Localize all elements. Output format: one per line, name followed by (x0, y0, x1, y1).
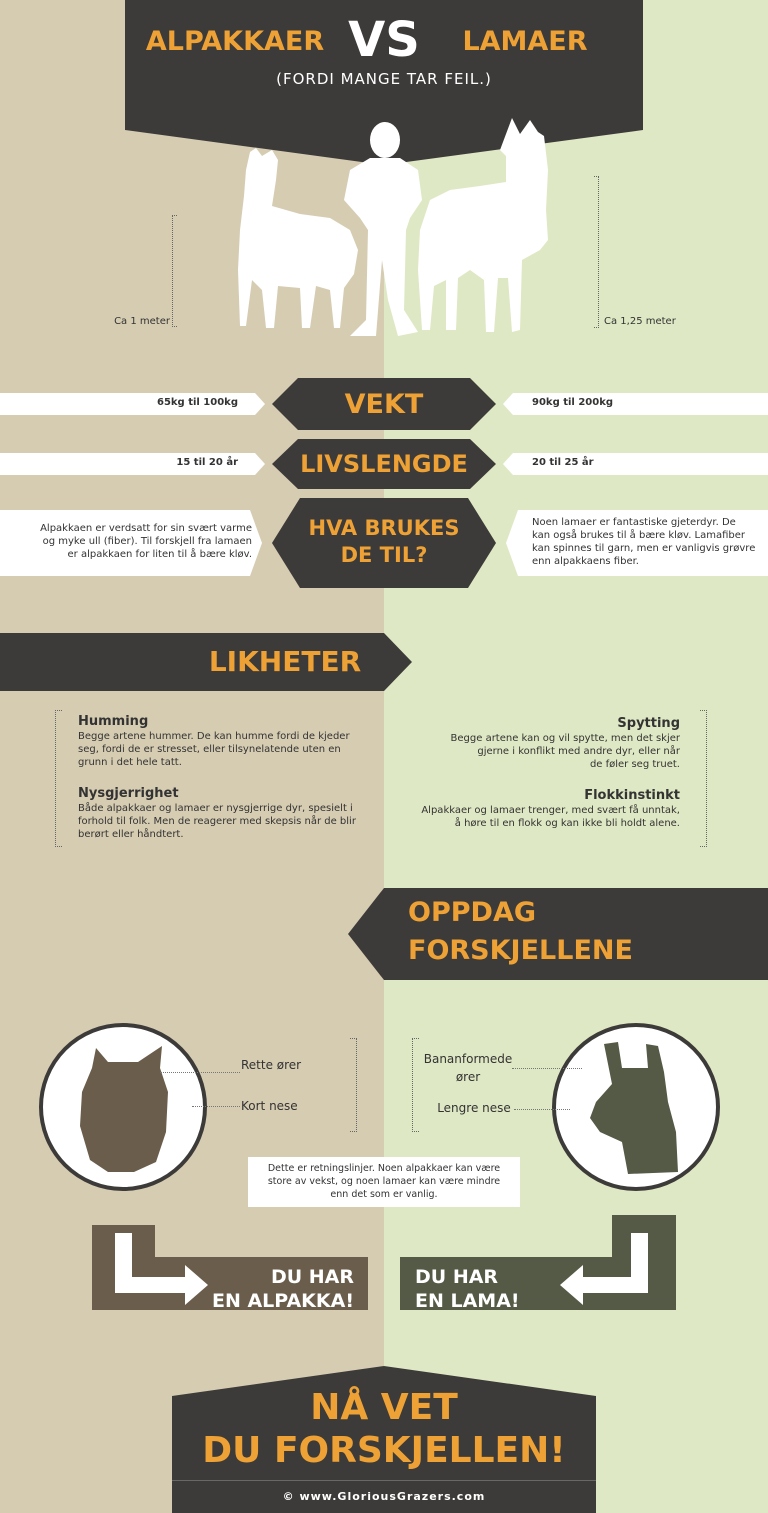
alpaca-ears-label: Rette ører (241, 1058, 302, 1072)
usage-llama-line: kan også brukes til å bære kløv. Lamafiber (532, 530, 746, 541)
footer-title (172, 1386, 596, 1476)
similarity-spitting (400, 716, 680, 771)
similarities-title: LIKHETER (208, 645, 362, 678)
similarities-left-bracket (55, 710, 62, 847)
usage-llama-text (532, 516, 764, 568)
footer-divider (172, 1480, 596, 1481)
similarity-line: Begge artene hummer. De kan humme fordi de kjeder (78, 731, 350, 742)
note-line: enn det som er vanlig. (330, 1189, 438, 1200)
similarity-line: grunn i det hele tatt. (78, 757, 182, 768)
llama-ears-line: Bananformede (423, 1052, 513, 1066)
footer-credit: © www.GloriousGrazers.com (282, 1490, 486, 1503)
guideline-note (248, 1157, 520, 1207)
alpaca-head-icon (80, 1046, 168, 1172)
alpaca-result-line: EN ALPAKKA! (211, 1290, 354, 1312)
similarity-line: Både alpakkaer og lamaer er nysgjerrige dyr, spesielt i (78, 803, 353, 814)
usage-alpaca-line: og myke ull (fiber). Til forskjell fra lamaen (42, 536, 252, 547)
human-silhouette-icon (344, 122, 422, 336)
similarity-line: Begge artene kan og vil spytte, men det skjer (450, 733, 680, 744)
similarity-herd (400, 788, 680, 830)
differences-title-line: FORSKJELLENE (408, 935, 633, 966)
llama-height-bracket (594, 176, 599, 328)
similarities-right-bracket (700, 710, 707, 847)
llama-ears-label (420, 1050, 516, 1086)
alpaca-nose-pointer (192, 1106, 240, 1108)
llama-head-circle (548, 1022, 726, 1192)
note-line: Dette er retningslinjer. Noen alpakkaer kan være (267, 1163, 501, 1174)
similarity-line: de føler seg truet. (589, 759, 680, 770)
alpaca-result-text (196, 1265, 354, 1315)
vekt-label: VEKT (344, 388, 424, 420)
usage-llama-line: kan spinnes til garn, men er vanligvis grøvre (532, 543, 756, 554)
vekt-alpaca-value: 65kg til 100kg (156, 397, 238, 408)
similarity-line: gjerne i konflikt med andre dyr, eller når (477, 746, 680, 757)
header-vs: VS (348, 12, 420, 68)
differences-title-line: OPPDAG (408, 897, 536, 928)
llama-nose-label: Lengre nese (437, 1101, 511, 1115)
usage-label-line: HVA BRUKES (308, 516, 460, 540)
usage-alpaca-text (10, 522, 252, 561)
header-subtitle: (FORDI MANGE TAR FEIL.) (276, 70, 492, 88)
differences-title (408, 894, 748, 974)
llama-features-bracket (412, 1038, 419, 1132)
usage-alpaca-line: er alpakkaen for liten til å bære kløv. (67, 549, 252, 560)
livslengde-alpaca-value: 15 til 20 år (176, 457, 238, 468)
footer-title-line: DU FORSKJELLEN! (202, 1430, 566, 1471)
header-left-title: ALPAKKAER (145, 26, 325, 57)
usage-llama-line: enn alpakkaens fiber. (532, 556, 639, 567)
header-right-title: LAMAER (462, 26, 588, 57)
llama-result-line: DU HAR (415, 1266, 499, 1288)
similarity-curiosity (78, 786, 378, 841)
similarity-line: Alpakkaer og lamaer trenger, med svært få unntak, (421, 805, 680, 816)
alpaca-result-line: DU HAR (270, 1266, 354, 1288)
note-line: store av vekst, og noen lamaer kan være mindre (267, 1176, 501, 1187)
similarity-title: Spytting (617, 716, 680, 731)
similarity-line: forhold til folk. Men de reagerer med skepsis når de blir (78, 816, 356, 827)
llama-nose-pointer (514, 1109, 570, 1111)
alpaca-height-label: Ca 1 meter (114, 316, 170, 327)
livslengde-llama-value: 20 til 25 år (532, 457, 594, 468)
footer-title-line: NÅ VET (310, 1387, 458, 1428)
similarity-line: å høre til en flokk og kan ikke bli holdt alene. (454, 818, 680, 829)
result-arrows (0, 1205, 768, 1325)
similarity-line: seg, fordi de er stresset, eller tilsynelatende uten en (78, 744, 341, 755)
livslengde-label: LIVSLENGDE (300, 450, 468, 478)
similarity-line: berørt eller håndtert. (78, 829, 184, 840)
llama-height-label: Ca 1,25 meter (604, 316, 676, 327)
similarity-title: Humming (78, 714, 149, 729)
alpaca-head-circle (38, 1022, 208, 1192)
llama-ears-pointer (512, 1068, 582, 1070)
usage-alpaca-line: Alpakkaen er verdsatt for sin svært varme (40, 523, 252, 534)
llama-silhouette-icon (418, 118, 548, 332)
alpaca-silhouette-icon (238, 148, 358, 328)
usage-llama-line: Noen lamaer er fantastiske gjeterdyr. De (532, 517, 736, 528)
similarity-title: Flokkinstinkt (584, 788, 680, 803)
llama-result-line: EN LAMA! (415, 1290, 520, 1312)
alpaca-nose-label: Kort nese (241, 1099, 298, 1113)
similarity-humming (78, 714, 378, 769)
alpaca-features-bracket (350, 1038, 357, 1132)
similarities-banner (0, 633, 768, 693)
alpaca-height-bracket (172, 215, 177, 327)
alpaca-ears-pointer (160, 1072, 240, 1074)
llama-result-text (415, 1265, 555, 1315)
similarity-title: Nysgjerrighet (78, 786, 179, 801)
usage-label-line: DE TIL? (340, 543, 428, 567)
usage-label (290, 515, 478, 575)
vekt-llama-value: 90kg til 200kg (532, 397, 614, 408)
silhouettes (0, 110, 768, 345)
llama-ears-line: ører (455, 1070, 481, 1084)
